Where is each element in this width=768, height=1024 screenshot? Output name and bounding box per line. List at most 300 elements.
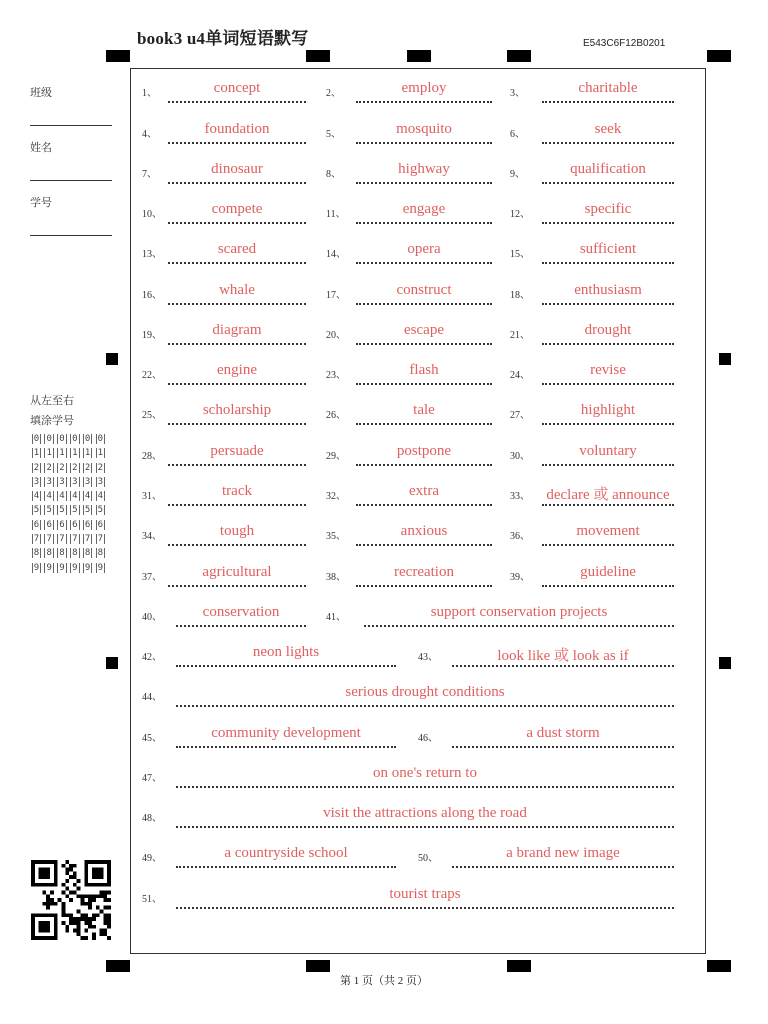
answer-text[interactable]: conservation [202,604,280,620]
digit-bubble[interactable] [30,503,43,517]
digit-bubble[interactable] [43,503,56,517]
answer-line [168,142,306,144]
answer-text[interactable]: revise [590,362,626,378]
digit-bubble[interactable] [94,546,107,560]
item-number: 19、 [142,330,162,341]
item-number: 12、 [510,209,530,220]
answer-text[interactable]: tale [413,402,435,418]
digit-label: 2 [84,462,91,473]
answer-line [542,544,674,546]
alignment-mark [306,960,330,972]
answer-text[interactable]: tourist traps [389,886,461,902]
digit-label: 4 [46,491,52,502]
digit-bubble[interactable] [30,532,43,546]
digit-bubble[interactable] [81,532,94,546]
bubble-row [30,518,107,532]
digit-bubble[interactable] [56,518,69,532]
digit-label: 4 [72,491,78,502]
answer-text[interactable]: anxious [400,523,448,539]
digit-label: 2 [72,462,78,473]
digit-bubble[interactable] [94,561,107,575]
item-number: 23、 [326,370,346,381]
answer-line [452,746,674,748]
digit-bubble[interactable] [56,532,69,546]
digit-bubble[interactable] [43,518,56,532]
answer-line [356,343,492,345]
answer-line [356,504,492,506]
answer-line [176,746,396,748]
item-number: 21、 [510,330,530,341]
item-number: 39、 [510,572,530,583]
digit-bubble[interactable] [81,503,94,517]
digit-bubble[interactable] [56,546,69,560]
answer-line [168,423,306,425]
answer-text[interactable]: scared [217,241,257,257]
student-id-field[interactable] [30,235,112,236]
digit-label: 6 [59,519,65,530]
digit-bubble[interactable] [68,503,81,517]
alignment-mark [507,50,531,62]
answer-line [168,101,306,103]
digit-label: 7 [46,534,52,545]
answer-line [176,866,396,868]
digit-bubble[interactable] [81,475,94,489]
answer-line [542,383,674,385]
digit-label: 2 [59,462,65,473]
digit-bubble[interactable] [81,489,94,503]
fill-instruction-2: 填涂学号 [30,415,74,427]
answer-line [356,303,492,305]
answer-text[interactable]: charitable [578,80,638,96]
item-number: 29、 [326,451,346,462]
digit-bubble[interactable] [30,518,43,532]
alignment-mark [106,657,118,669]
answer-text[interactable]: voluntary [579,443,637,459]
digit-label: 5 [59,505,65,516]
answer-text[interactable]: employ [401,80,447,96]
item-number: 48、 [142,813,162,824]
digit-label: 7 [72,534,78,545]
answer-line [168,504,306,506]
digit-bubble[interactable] [81,561,94,575]
digit-bubble[interactable] [30,432,43,446]
digit-bubble[interactable] [43,475,56,489]
digit-bubble[interactable] [68,518,81,532]
digit-label: 0 [46,434,52,444]
item-number: 34、 [142,531,162,542]
digit-label: 3 [46,476,52,487]
answer-line [356,142,492,144]
item-number: 38、 [326,572,346,583]
answer-text[interactable]: opera [407,241,441,257]
answer-text[interactable]: enthusiasm [574,282,642,298]
digit-bubble[interactable] [68,489,81,503]
answer-line [168,383,306,385]
answer-line [168,544,306,546]
answer-text[interactable]: tough [219,523,255,539]
item-number: 3、 [510,88,525,99]
answer-text[interactable]: diagram [212,322,262,338]
item-number: 45、 [142,733,162,744]
answer-text[interactable]: scholarship [202,402,272,418]
digit-bubble[interactable] [43,432,56,446]
name-label: 姓名 [30,142,52,154]
answer-line [168,585,306,587]
answer-line [168,343,306,345]
answer-line [356,222,492,224]
item-number: 44、 [142,692,162,703]
digit-bubble[interactable] [94,489,107,503]
item-number: 6、 [510,129,525,140]
digit-bubble[interactable] [68,461,81,475]
digit-label: 9 [33,562,40,573]
digit-bubble[interactable] [94,446,107,460]
item-number: 14、 [326,249,346,260]
page-footer: 第 1 页（共 2 页） [340,975,428,987]
answer-line [356,423,492,425]
answer-line [176,625,306,627]
answer-text[interactable]: highway [398,161,450,177]
answer-text[interactable]: community development [211,725,361,741]
answer-text[interactable]: extra [409,483,439,499]
digit-label: 1 [33,448,40,459]
digit-bubble[interactable] [56,489,69,503]
item-number: 27、 [510,410,530,421]
item-number: 43、 [418,652,438,663]
bubble-row [30,503,107,517]
digit-bubble[interactable] [94,518,107,532]
digit-bubble[interactable] [30,461,43,475]
answer-text[interactable]: engage [402,201,446,217]
student-id-label: 学号 [30,197,52,209]
digit-label: 7 [84,534,91,545]
digit-label: 3 [59,476,65,487]
answer-line [356,182,492,184]
answer-text[interactable]: compete [211,201,263,217]
answer-text[interactable]: on one's return to [373,765,477,781]
digit-label: 6 [46,519,52,530]
answer-text[interactable]: look like 或 look as if [497,648,629,664]
answer-text[interactable]: a brand new image [506,845,620,861]
digit-bubble[interactable] [81,432,94,446]
digit-bubble[interactable] [56,503,69,517]
digit-bubble[interactable] [43,461,56,475]
digit-label: 0 [59,434,65,444]
digit-label: 8 [97,548,104,559]
digit-label: 6 [33,519,40,530]
answer-text[interactable]: support conservation projects [430,604,608,620]
digit-label: 4 [97,491,104,502]
digit-label: 6 [84,519,91,530]
answer-text[interactable]: mosquito [396,121,452,137]
answer-text[interactable]: neon lights [252,644,320,660]
item-number: 1、 [142,88,157,99]
alignment-mark [407,50,431,62]
digit-label: 3 [72,476,78,487]
bubble-row [30,446,107,460]
answer-line [364,625,674,627]
item-number: 49、 [142,853,162,864]
answer-text[interactable]: concept [213,80,261,96]
item-number: 2、 [326,88,341,99]
answer-line [176,705,674,707]
digit-bubble[interactable] [94,432,107,446]
digit-label: 3 [84,476,91,487]
answer-text[interactable]: a dust storm [526,725,600,741]
answer-line [356,585,492,587]
digit-bubble[interactable] [68,446,81,460]
digit-label: 7 [33,534,40,545]
digit-bubble[interactable] [81,446,94,460]
answer-text[interactable]: qualification [570,161,646,177]
digit-bubble[interactable] [81,546,94,560]
digit-label: 9 [97,562,104,573]
alignment-mark [106,353,118,365]
item-number: 18、 [510,290,530,301]
page-title: book3 u4单词短语默写 [137,29,309,48]
digit-label: 2 [33,462,40,473]
digit-bubble[interactable] [94,475,107,489]
item-number: 8、 [326,169,341,180]
digit-label: 4 [33,491,40,502]
answer-text[interactable]: visit the attractions along the road [323,805,527,821]
digit-bubble[interactable] [68,546,81,560]
bubble-row [30,532,107,546]
answer-line [542,464,674,466]
answer-line [356,101,492,103]
answer-text[interactable]: dinosaur [211,161,263,177]
answer-text[interactable]: highlight [580,402,636,418]
answer-text[interactable]: a countryside school [224,845,348,861]
digit-bubble[interactable] [43,561,56,575]
answer-text[interactable]: foundation [204,121,270,137]
item-number: 7、 [142,169,157,180]
digit-bubble[interactable] [81,461,94,475]
digit-bubble[interactable] [30,561,43,575]
digit-label: 3 [33,476,40,487]
qr-code [29,860,113,940]
digit-label: 2 [97,462,104,473]
digit-label: 5 [97,505,104,516]
digit-bubble[interactable] [94,532,107,546]
digit-label: 9 [84,562,91,573]
digit-label: 5 [72,505,78,516]
bubble-row [30,432,107,446]
student-id-bubble-grid[interactable] [30,432,107,575]
digit-label: 3 [97,476,104,487]
digit-label: 5 [33,505,40,516]
answer-line [356,464,492,466]
answer-line [542,142,674,144]
digit-label: 8 [59,548,65,559]
digit-bubble[interactable] [56,446,69,460]
fill-instruction-1: 从左至右 [30,395,74,407]
item-number: 25、 [142,410,162,421]
digit-bubble[interactable] [94,461,107,475]
item-number: 31、 [142,491,162,502]
answer-line [356,544,492,546]
answer-line [542,585,674,587]
digit-label: 9 [59,562,65,573]
item-number: 35、 [326,531,346,542]
item-number: 16、 [142,290,162,301]
answer-line [168,262,306,264]
answer-line [542,504,674,506]
digit-label: 1 [84,448,91,459]
item-number: 4、 [142,129,157,140]
digit-bubble[interactable] [68,475,81,489]
digit-bubble[interactable] [43,446,56,460]
class-label: 班级 [30,87,52,99]
answer-text[interactable]: escape [404,322,444,338]
bubble-row [30,461,107,475]
item-number: 33、 [510,491,530,502]
digit-bubble[interactable] [56,461,69,475]
digit-label: 4 [59,491,65,502]
digit-label: 7 [59,534,65,545]
digit-bubble[interactable] [56,432,69,446]
answer-line [542,182,674,184]
item-number: 10、 [142,209,162,220]
digit-label: 1 [97,448,104,459]
answer-line [356,262,492,264]
bubble-row [30,546,107,560]
digit-label: 9 [72,562,78,573]
answer-line [542,101,674,103]
digit-label: 0 [84,434,91,444]
answer-text[interactable]: postpone [396,443,452,459]
digit-bubble[interactable] [68,432,81,446]
alignment-mark [507,960,531,972]
answer-text[interactable]: drought [584,322,632,338]
digit-bubble[interactable] [30,446,43,460]
digit-bubble[interactable] [68,561,81,575]
alignment-mark [719,657,731,669]
item-number: 46、 [418,733,438,744]
answer-text[interactable]: guideline [580,564,636,580]
digit-bubble[interactable] [43,489,56,503]
answer-line [542,222,674,224]
answer-line [452,665,674,667]
digit-label: 7 [97,534,104,545]
answer-text[interactable]: sufficient [579,241,637,257]
alignment-mark [719,353,731,365]
item-number: 36、 [510,531,530,542]
digit-label: 1 [46,448,52,459]
item-number: 37、 [142,572,162,583]
digit-label: 4 [84,491,91,502]
digit-label: 9 [46,562,52,573]
digit-bubble[interactable] [30,546,43,560]
digit-label: 2 [46,462,52,473]
answer-line [176,907,674,909]
answer-text[interactable]: specific [584,201,632,217]
answer-line [176,786,674,788]
item-number: 41、 [326,612,346,623]
digit-label: 0 [33,434,40,444]
digit-label: 0 [97,434,104,444]
answer-text[interactable]: movement [576,523,640,539]
digit-label: 0 [72,434,78,444]
answer-text[interactable]: track [222,483,252,499]
item-number: 28、 [142,451,162,462]
item-number: 47、 [142,773,162,784]
digit-bubble[interactable] [56,475,69,489]
answer-line [356,383,492,385]
item-number: 13、 [142,249,162,260]
answer-line [176,665,396,667]
alignment-mark [707,50,731,62]
digit-bubble[interactable] [30,489,43,503]
digit-bubble[interactable] [43,546,56,560]
item-number: 22、 [142,370,162,381]
digit-bubble[interactable] [43,532,56,546]
item-number: 50、 [418,853,438,864]
alignment-mark [106,50,130,62]
answer-text[interactable]: flash [409,362,439,378]
answer-line [168,222,306,224]
alignment-mark [106,960,130,972]
item-number: 24、 [510,370,530,381]
answer-text[interactable]: persuade [210,443,264,459]
digit-label: 1 [59,448,65,459]
bubble-row [30,475,107,489]
digit-label: 1 [72,448,78,459]
answer-text[interactable]: declare 或 announce [546,487,670,503]
item-number: 40、 [142,612,162,623]
digit-bubble[interactable] [81,518,94,532]
digit-bubble[interactable] [56,561,69,575]
answer-text[interactable]: whale [219,282,255,298]
answer-line [542,343,674,345]
item-number: 9、 [510,169,525,180]
name-field[interactable] [30,180,112,181]
answer-text[interactable]: recreation [394,564,454,580]
answer-line [542,423,674,425]
item-number: 26、 [326,410,346,421]
digit-bubble[interactable] [94,503,107,517]
answer-text[interactable]: agricultural [202,564,272,580]
answer-line [168,303,306,305]
item-number: 17、 [326,290,346,301]
answer-text[interactable]: construct [396,282,452,298]
answer-line [176,826,674,828]
item-number: 42、 [142,652,162,663]
answer-text[interactable]: serious drought conditions [345,684,505,700]
alignment-mark [306,50,330,62]
item-number: 5、 [326,129,341,140]
bubble-row [30,489,107,503]
answer-line [168,464,306,466]
class-field[interactable] [30,125,112,126]
answer-line [452,866,674,868]
answer-text[interactable]: seek [594,121,622,137]
item-number: 32、 [326,491,346,502]
digit-label: 6 [72,519,78,530]
item-number: 30、 [510,451,530,462]
digit-label: 8 [33,548,40,559]
answer-text[interactable]: engine [217,362,257,378]
sheet-code: E543C6F12B0201 [583,38,666,49]
answer-line [542,262,674,264]
digit-bubble[interactable] [68,532,81,546]
answer-line [168,182,306,184]
bubble-row [30,561,107,575]
digit-label: 8 [84,548,91,559]
digit-label: 8 [72,548,78,559]
digit-bubble[interactable] [30,475,43,489]
item-number: 11、 [326,209,346,220]
